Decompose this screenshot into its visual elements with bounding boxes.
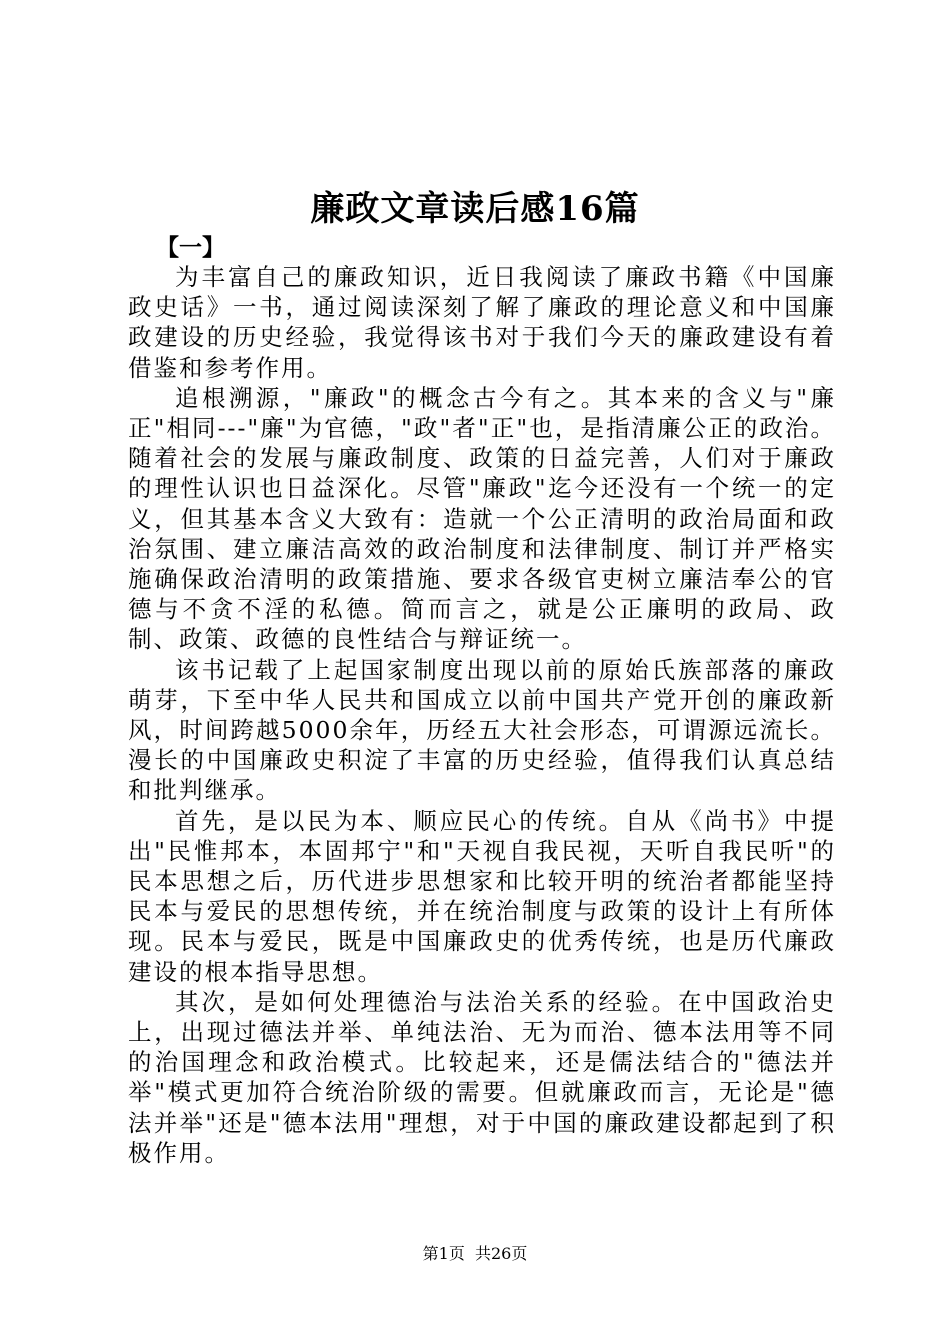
article-body <box>128 262 836 1168</box>
paragraph-1: 为丰富自己的廉政知识，近日我阅读了廉政书籍《中国廉政史话》一书，通过阅读深刻了解了廉政的理论意义和中国廉政建设的历史经验，我觉得该书对于我们今天的廉政建设有着借鉴和参考作用。 <box>128 263 836 382</box>
paragraph-2: 追根溯源，"廉政"的概念古今有之。其本来的含义与"廉正"相同---"廉"为官德，"政"者"正"也，是指清廉公正的政治。随着社会的发展与廉政制度、政策的日益完善，人们对于廉政的理性认识也日益深化。尽管"廉政"迄今还没有一个统一的定义，但其基本含义大致有：造就一个公正清明的政治局面和政治氛围、建立廉洁高效的政治制度和法律制度、制订并严格实施确保政治清明的政策措施、要求各级官吏树立廉洁奉公的官德与不贪不淫的私德。简而言之，就是公正廉明的政局、政制、政策、政德的良性结合与辩证统一。 <box>128 383 836 654</box>
paragraph-4: 首先，是以民为本、顺应民心的传统。自从《尚书》中提出"民惟邦本，本固邦宁"和"天视自我民视，天听自我民听"的民本思想之后，历代进步思想家和比较开明的统治者都能坚持民本与爱民的思想传统，并在统治制度与政策的设计上有所体现。民本与爱民，既是中国廉政史的优秀传统，也是历代廉政建设的根本指导思想。 <box>128 806 836 986</box>
page-title: 廉政文章读后感16篇 <box>310 189 640 229</box>
paragraph-5: 其次，是如何处理德治与法治关系的经验。在中国政治史上，出现过德法并举、单纯法治、无为而治、德本法用等不同的治国理念和政治模式。比较起来，还是儒法结合的"德法并举"模式更加符合统治阶级的需要。但就廉政而言，无论是"德法并举"还是"德本法用"理想，对于中国的廉政建设都起到了积极作用。 <box>128 987 836 1167</box>
paragraph-3: 该书记载了上起国家制度出现以前的原始氏族部落的廉政萌芽，下至中华人民共和国成立以前中国共产党开创的廉政新风，时间跨越5000余年，历经五大社会形态，可谓源远流长。漫长的中国廉政史积淀了丰富的历史经验，值得我们认真总结和批判继承。 <box>128 655 836 805</box>
section-heading: 【一】 <box>156 234 225 261</box>
page-footer: 第1页 共26页 <box>422 1244 528 1263</box>
